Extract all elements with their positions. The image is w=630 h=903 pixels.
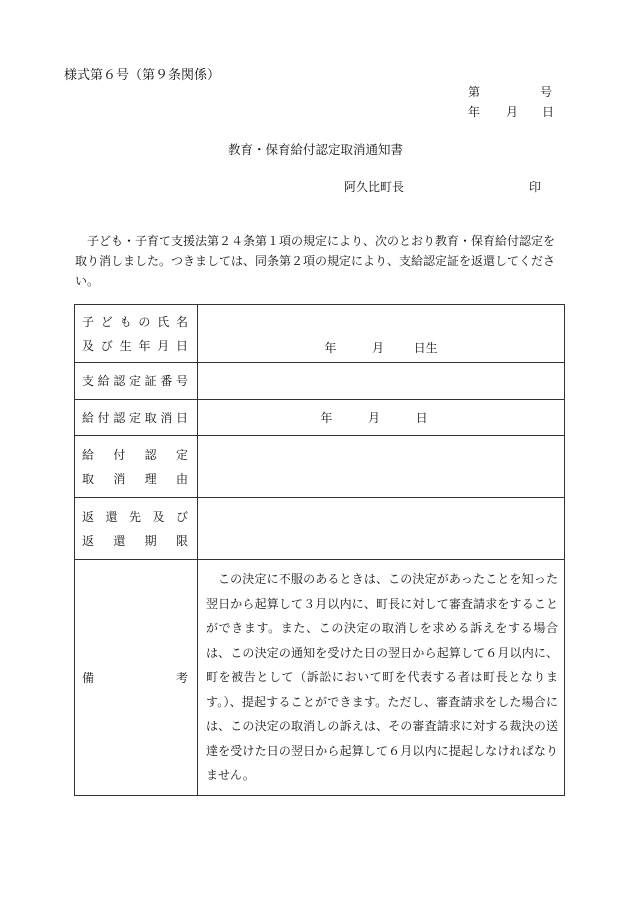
table-row-certificate-number [75,363,565,400]
label-certificate-number [75,363,198,400]
label-line: 給付認定 [82,447,188,462]
value-revocation-date[interactable] [198,400,565,436]
remarks-text: この決定に不服のあるときは、この決定があったことを知った翌日から起算して３月以内に、町長に対して審査請求をすることができます。また、この決定の取消しを求める訴えをする場合は、この決定の通知を受けた日の翌日から起算して６月以内に、町を被告として（訴訟において町を代表する者は町長となります。）、提起することができます。ただし、審査請求をした場合には、この決定の取消しの訴えは、その審査請求に対する裁決の送達を受けた日の翌日から起算して６月以内に提起しなければなりません。 [206,572,558,783]
table-row-return [75,498,565,560]
label-line: 支給認定証番号 [82,374,188,388]
table-row-revocation-date [75,400,565,436]
value-certificate-number[interactable] [198,363,565,400]
label-line: 給付認定取消日 [82,410,188,425]
revocation-year: 年 [320,411,333,425]
label-child-name-birthdate [75,305,198,363]
label-revocation-reason [75,436,198,498]
table-row-remarks [75,560,565,796]
document-title: 教育・保育給付認定取消通知書 [228,142,404,157]
value-remarks [198,560,565,796]
seal-mark: 印 [529,180,542,194]
birthdate-year: 年 [324,341,337,355]
value-return-destination-deadline[interactable] [198,498,565,560]
document-number-label: 第 [468,85,481,99]
notice-table [74,304,565,796]
birthdate-day: 日生 [413,341,438,355]
table-row-child [75,305,565,363]
label-revocation-date [75,400,198,436]
intro-paragraph [75,231,565,291]
label-line: 備考 [82,670,188,685]
table-row-revocation-reason [75,436,565,498]
revocation-day: 日 [415,411,428,425]
label-line: 返還期限 [82,533,188,548]
issue-date-year: 年 [468,105,481,119]
label-line: 取消理由 [82,471,188,486]
issue-date-day: 日 [542,105,555,119]
label-line: 及び生年月日 [82,338,188,353]
birthdate-month: 月 [371,341,384,355]
issuer-name: 阿久比町長 [344,180,405,194]
form-number: 様式第６号（第９条関係） [64,68,221,83]
intro-text: 子ども・子育て支援法第２４条第１項の規定により、次のとおり教育・保育給付認定を取り消しました。つきましては、同条第２項の規定により、支給認定証を返還してください。 [75,234,556,288]
label-remarks [75,560,198,796]
issue-date-month: 月 [506,105,519,119]
label-line: 子どもの氏名 [82,314,188,329]
value-child-name-birthdate[interactable] [198,305,565,363]
revocation-month: 月 [367,411,380,425]
label-line: 返還先及び [82,509,188,524]
value-revocation-reason[interactable] [198,436,565,498]
label-return-destination-deadline [75,498,198,560]
document-number-suffix: 号 [540,85,553,99]
